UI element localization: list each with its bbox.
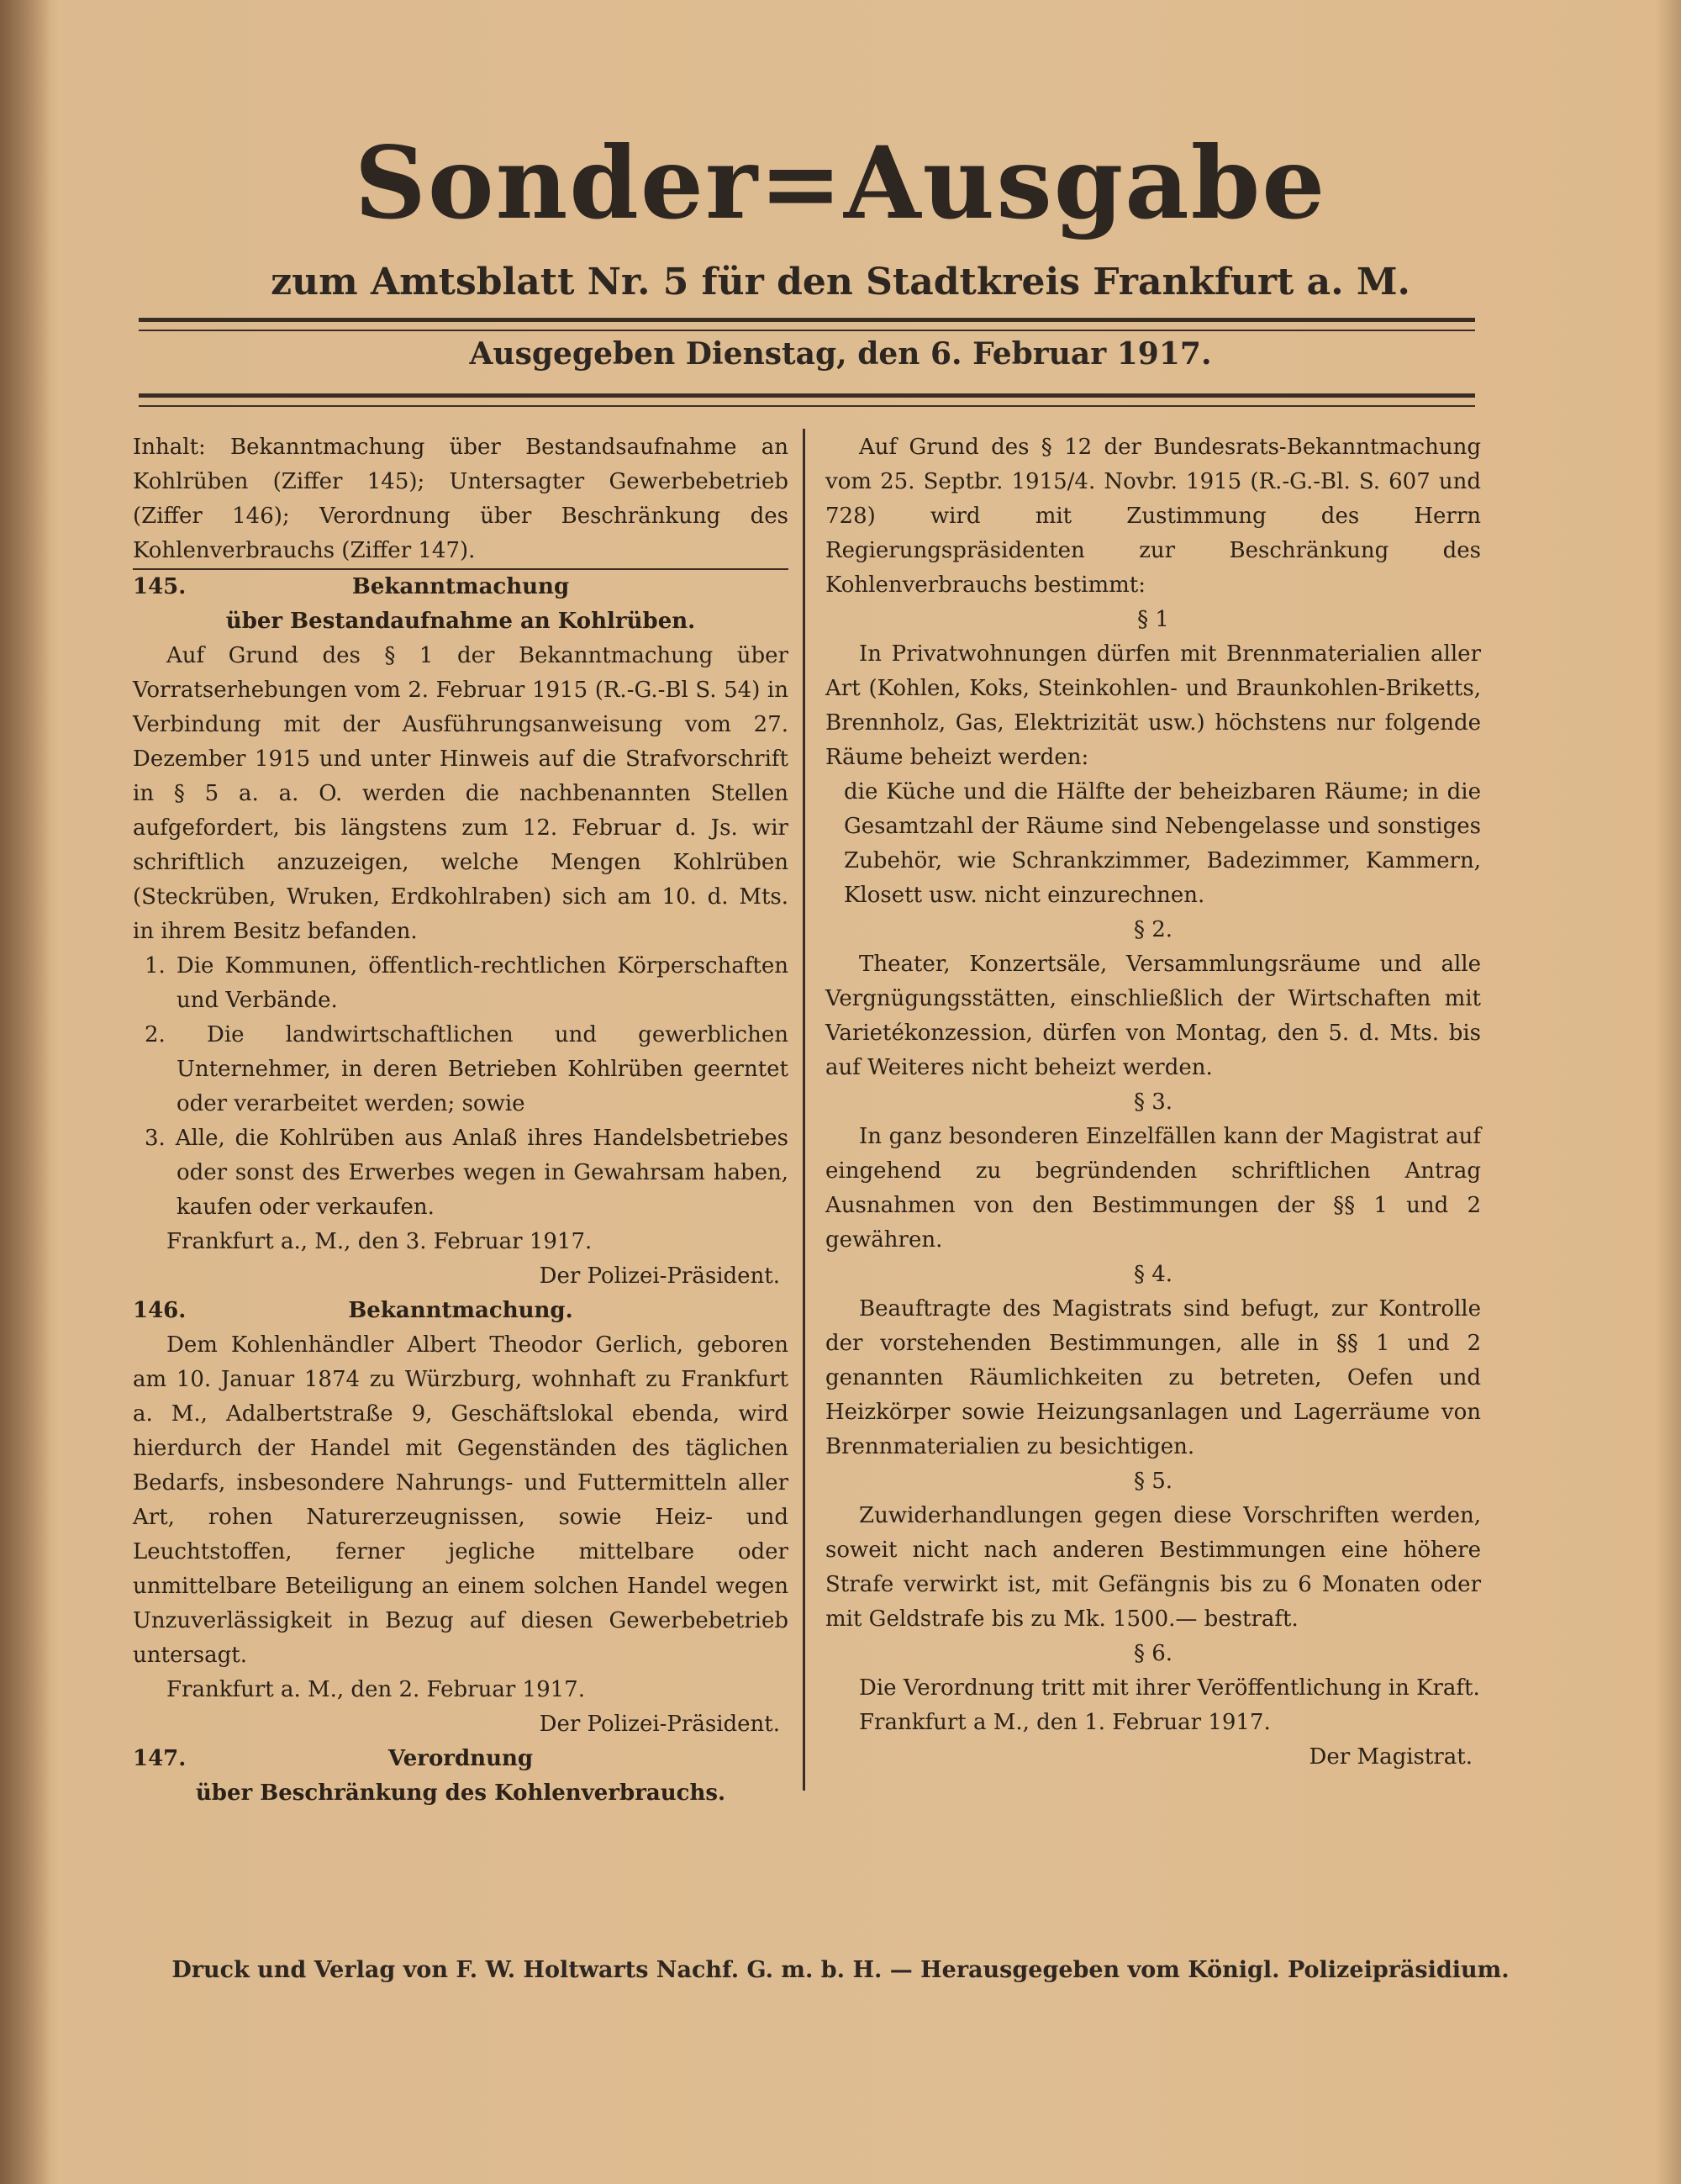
page-edge	[1656, 0, 1681, 2184]
binding-shadow	[0, 0, 50, 2184]
paragraph-mark: § 5.	[1133, 1469, 1173, 1494]
paragraph-text: Zuwiderhandlungen gegen diese Vorschriften werden, soweit nicht nach anderen Bestimmungen eine höhere Strafe verwirkt ist, mit Gefängnis bis zu 6 Monaten oder mit Geldstrafe bis zu Mk. 1500.— bestraft.	[825, 1503, 1481, 1632]
section-146-number: 146.	[133, 1298, 187, 1323]
column-divider	[803, 429, 805, 1791]
masthead-subtitle: zum Amtsblatt Nr. 5 für den Stadtkreis Frankfurt a. M.	[271, 261, 1410, 303]
imprint-footer: Druck und Verlag von F. W. Holtwarts Nachf. G. m. b. H. — Herausgegeben vom Königl. Polizeipräsidium.	[171, 1957, 1510, 1983]
section-147-heading: Verordnung	[387, 1746, 534, 1771]
list-item: 2. Die landwirtschaftlichen und gewerblichen Unternehmer, in deren Betrieben Kohlrüben geerntet oder verarbeitet werden; sowie	[145, 1022, 788, 1116]
section-145-signature: Der Polizei-Präsident.	[539, 1263, 780, 1289]
section-147-intro: Auf Grund des § 12 der Bundesrats-Bekanntmachung vom 25. Septbr. 1915/4. Novbr. 1915 (R.-G.-Bl. S. 607 und 728) wird mit Zustimmung des Herrn Regierungspräsidenten zur Beschränkung des Kohlenverbrauchs bestimmt:	[825, 435, 1481, 598]
paragraph-text: In ganz besonderen Einzelfällen kann der Magistrat auf eingehend zu begründenden schriftlichen Antrag Ausnahmen von den Bestimmungen der §§ 1 und 2 gewähren.	[825, 1124, 1481, 1253]
section-147-signature: Der Magistrat.	[1309, 1744, 1473, 1770]
paragraph-text: In Privatwohnungen dürfen mit Brennmaterialien aller Art (Kohlen, Koks, Steinkohlen- und Braunkohlen-Briketts, Brennholz, Gas, Elektrizität usw.) höchstens nur folgende Räume beheizt werden:	[825, 641, 1481, 770]
section-146-header	[133, 1294, 788, 1328]
list-item: 1. Die Kommunen, öffentlich-rechtlichen Körperschaften und Verbände.	[145, 953, 788, 1013]
paragraph-mark: § 1	[1137, 607, 1169, 632]
masthead-title: Sonder=Ausgabe	[354, 124, 1327, 241]
section-146-body: Dem Kohlenhändler Albert Theodor Gerlich, geboren am 10. Januar 1874 zu Würzburg, wohnhaft zu Frankfurt a. M., Adalbertstraße 9, Geschäftslokal ebenda, wird hierdurch der Handel mit Gegenständen des täglichen Bedarfs, insbesondere Nahrungs- und Futtermitteln aller Art, rohen Naturerzeugnissen, sowie Heiz- und Leuchtstoffen, ferner jegliche mittelbare oder unmittelbare Beteiligung an einem solchen Handel wegen Unzuverlässigkeit in Bezug auf diesen Gewerbebetrieb untersagt.	[133, 1332, 788, 1668]
section-146-place-date: Frankfurt a. M., den 2. Februar 1917.	[166, 1677, 585, 1702]
paragraph-mark: § 3.	[1133, 1089, 1173, 1115]
paragraph-text: Beauftragte des Magistrats sind befugt, zur Kontrolle der vorstehenden Bestimmungen, alle in §§ 1 und 2 genannten Räumlichkeiten zu betreten, Oefen und Heizkörper sowie Heizungsanlagen und Lagerräume von Brennmaterialien zu besichtigen.	[825, 1296, 1481, 1459]
paragraph-mark: § 2.	[1133, 917, 1173, 942]
section-145-place-date: Frankfurt a., M., den 3. Februar 1917.	[166, 1229, 593, 1254]
section-147	[133, 1742, 788, 1811]
masthead-rule-bottom	[139, 393, 1475, 407]
table-of-contents: Inhalt: Bekanntmachung über Bestandsaufnahme an Kohlrüben (Ziffer 145); Untersagter Gewerbebetrieb (Ziffer 146); Verordnung über Beschränkung des Kohlenverbrauchs (Ziffer 147).	[133, 435, 788, 563]
paragraph-mark: § 6.	[1133, 1641, 1173, 1666]
paragraph-detail: die Küche und die Hälfte der beheizbaren Räume; in die Gesamtzahl der Räume sind Nebengelasse und sonstiges Zubehör, wie Schrankzimmer, Badezimmer, Kammern, Klosett usw. nicht einzurechnen.	[844, 779, 1481, 908]
paragraph-text: Die Verordnung tritt mit ihrer Veröffentlichung in Kraft.	[859, 1675, 1480, 1701]
issue-date: Ausgegeben Dienstag, den 6. Februar 1917.	[469, 336, 1212, 372]
section-146	[133, 1294, 788, 1742]
section-147-header	[133, 1742, 788, 1776]
left-column	[133, 430, 788, 1811]
section-145-header	[133, 570, 788, 604]
section-146-heading: Bekanntmachung.	[348, 1298, 573, 1323]
section-147-number: 147.	[133, 1746, 187, 1771]
masthead-rule-top	[139, 318, 1475, 331]
paragraph-text: Theater, Konzertsäle, Versammlungsräume und alle Vergnügungsstätten, einschließlich der Wirtschaften mit Varietékonzession, dürfen von Montag, den 5. d. Mts. bis auf Weiteres nicht beheizt werden.	[825, 952, 1481, 1080]
right-column	[825, 430, 1481, 1775]
section-145-body: Auf Grund des § 1 der Bekanntmachung über Vorratserhebungen vom 2. Februar 1915 (R.-G.-Bl S. 54) in Verbindung mit der Ausführungsanweisung vom 27. Dezember 1915 und unter Hinweis auf die Strafvorschrift in § 5 a. a. O. werden die nachbenannten Stellen aufgefordert, bis längstens zum 12. Februar d. Js. wir schriftlich anzuzeigen, welche Mengen Kohlrüben (Steckrüben, Wruken, Erdkohlraben) sich am 10. d. Mts. in ihrem Besitz befanden.	[133, 643, 788, 944]
section-145-number: 145.	[133, 574, 187, 599]
section-147-place-date: Frankfurt a M., den 1. Februar 1917.	[859, 1710, 1271, 1735]
list-item: 3. Alle, die Kohlrüben aus Anlaß ihres Handelsbetriebes oder sonst des Erwerbes wegen in Gewahrsam haben, kaufen oder verkaufen.	[145, 1126, 788, 1220]
section-145-subheading: über Bestandaufnahme an Kohlrüben.	[225, 609, 696, 634]
section-146-signature: Der Polizei-Präsident.	[539, 1712, 780, 1737]
section-147-subheading: über Beschränkung des Kohlenverbrauchs.	[195, 1780, 726, 1806]
paragraph-mark: § 4.	[1133, 1262, 1173, 1287]
section-145	[133, 570, 788, 1294]
section-145-heading: Bekanntmachung	[351, 574, 570, 599]
